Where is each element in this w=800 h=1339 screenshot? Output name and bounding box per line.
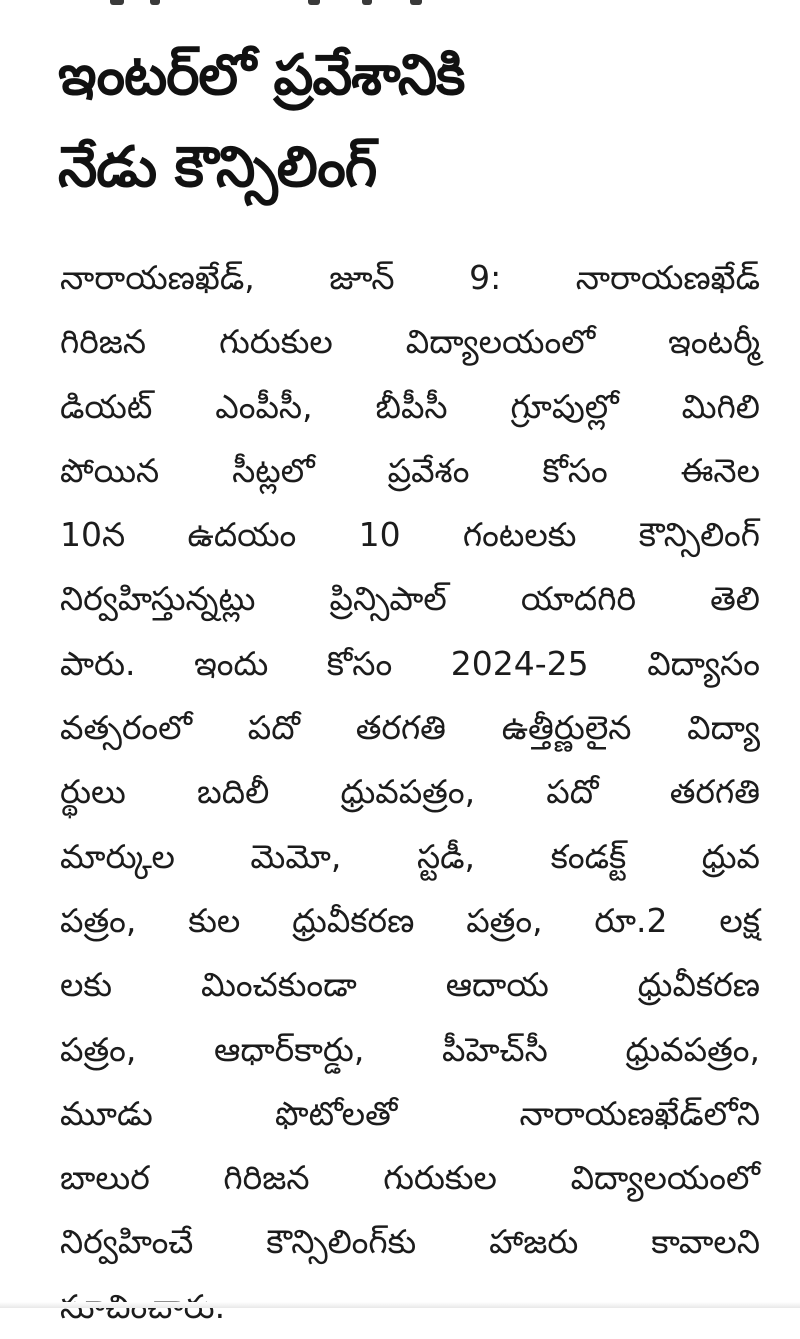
page-edge <box>0 1302 800 1308</box>
article-headline <box>58 30 778 214</box>
body-line: నారాయణఖేడ్, జూన్ 9: నారాయణఖేడ్ <box>60 258 760 297</box>
cropped-mark <box>362 0 372 5</box>
body-line: పోయిన సీట్లలో ప్రవేశం కోసం ఈనెల <box>60 450 760 490</box>
body-line: మూడు ఫొటోలతో నారాయణఖేడ్‌లోని <box>60 1093 760 1133</box>
body-line: 10న ఉదయం 10 గంటలకు కౌన్సిలింగ్ <box>60 515 760 555</box>
body-line: పత్రం, ఆధార్‌కార్డు, పీహెచ్‌సీ ధ్రువపత్రం, <box>60 1029 760 1069</box>
cropped-text-fragment <box>110 0 450 8</box>
headline-line: నేడు కౌన్సిలింగ్ <box>58 135 377 200</box>
body-line: పారు. ఇందు కోసం 2024-25 విద్యాసం <box>60 643 760 683</box>
article-body <box>60 246 760 1339</box>
body-line: బాలుర గిరిజన గురుకుల విద్యాలయంలో <box>60 1158 760 1198</box>
cropped-mark <box>308 0 320 5</box>
body-line: పత్రం, కుల ధ్రువీకరణ పత్రం, రూ.2 లక్ష <box>60 900 760 940</box>
cropped-mark <box>410 0 422 5</box>
cropped-mark <box>110 0 124 5</box>
body-line: గిరిజన గురుకుల విద్యాలయంలో ఇంటర్మీ <box>60 322 760 362</box>
headline-line: ఇంటర్‌లో ప్రవేశానికి <box>58 43 465 108</box>
body-line: వత్సరంలో పదో తరగతి ఉత్తీర్ణులైన విద్యా <box>60 708 760 748</box>
body-line: ర్థులు బదిలీ ధ్రువపత్రం, పదో తరగతి <box>60 772 760 812</box>
body-line: డియట్ ఎంపీసీ, బీపీసీ గ్రూపుల్లో మిగిలి <box>60 386 760 426</box>
body-line: నిర్వహిస్తున్నట్లు ప్రిన్సిపాల్ యాదగిరి తెలి <box>60 579 760 619</box>
cropped-mark <box>150 0 160 5</box>
body-line: నిర్వహించే కౌన్సిలింగ్‌కు హాజరు కావాలని <box>60 1222 760 1262</box>
body-line: మార్కుల మెమో, స్టడీ, కండక్ట్ ధ్రువ <box>60 836 760 876</box>
body-line: లకు మించకుండా ఆదాయ ధ్రువీకరణ <box>60 965 760 1005</box>
